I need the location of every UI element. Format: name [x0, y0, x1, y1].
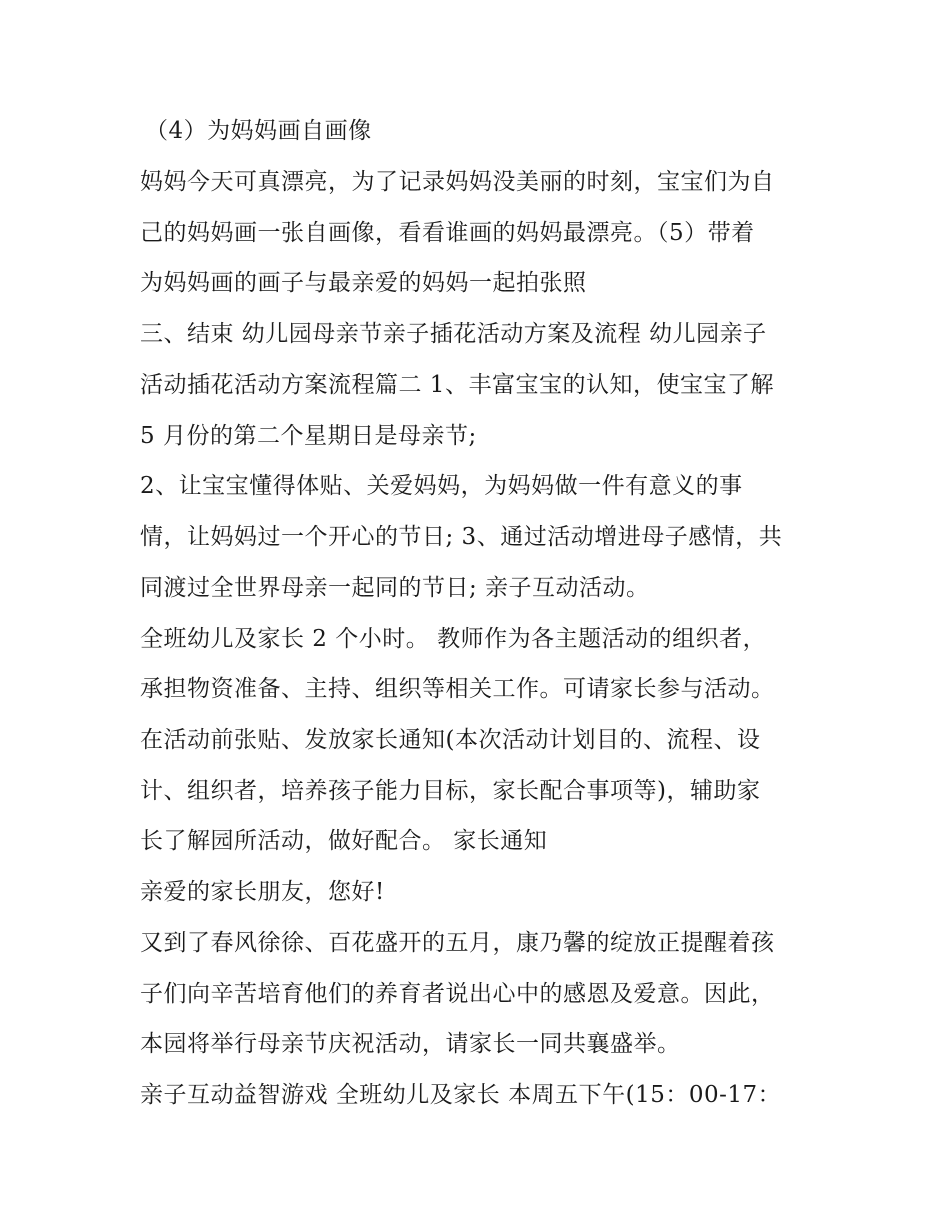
paragraph-line: 子们向辛苦培育他们的养育者说出心中的感恩及爱意。因此， [140, 981, 775, 1007]
paragraph-line: 5 月份的第二个星期日是母亲节; [140, 423, 477, 449]
paragraph-line: 情，让妈妈过一个开心的节日; 3、通过活动增进母子感情，共 [140, 524, 783, 550]
paragraph-line: 己的妈妈画一张自画像，看看谁画的妈妈最漂亮。（5）带着 [140, 220, 755, 246]
paragraph-line: 同渡过全世界母亲一起同的节日; 亲子互动活动。 [140, 575, 650, 601]
paragraph-line: 本园将举行母亲节庆祝活动，请家长一同共襄盛举。 [140, 1031, 681, 1057]
paragraph-line: 计、组织者，培养孩子能力目标，家长配合事项等)，辅助家 [140, 778, 761, 804]
paragraph-line: 为妈妈画的画子与最亲爱的妈妈一起拍张照 [140, 270, 587, 296]
paragraph-line: 亲子互动益智游戏 全班幼儿及家长 本周五下午(15：00-17： [140, 1082, 782, 1108]
paragraph-line: 三、结束 幼儿园母亲节亲子插花活动方案及流程 幼儿园亲子 [140, 321, 767, 347]
paragraph-line: 承担物资准备、主持、组织等相关工作。可请家长参与活动。 [140, 676, 775, 702]
section-heading-draw-portrait: （4）为妈妈画自画像 [145, 118, 372, 144]
paragraph-line: 在活动前张贴、发放家长通知(本次活动计划目的、流程、设 [140, 727, 761, 753]
letter-salutation: 亲爱的家长朋友，您好! [140, 879, 385, 905]
paragraph-line: 长了解园所活动，做好配合。 家长通知 [140, 828, 548, 854]
paragraph-line: 活动插花活动方案流程篇二 1、丰富宝宝的认知，使宝宝了解 [140, 372, 774, 398]
paragraph-line: 又到了春风徐徐、百花盛开的五月，康乃馨的绽放正提醒着孩 [140, 930, 775, 956]
paragraph-line: 妈妈今天可真漂亮，为了记录妈妈没美丽的时刻，宝宝们为自 [140, 169, 775, 195]
paragraph-line: 2、让宝宝懂得体贴、关爱妈妈，为妈妈做一件有意义的事 [140, 473, 743, 499]
paragraph-line: 全班幼儿及家长 2 个小时。 教师作为各主题活动的组织者， [140, 626, 767, 652]
